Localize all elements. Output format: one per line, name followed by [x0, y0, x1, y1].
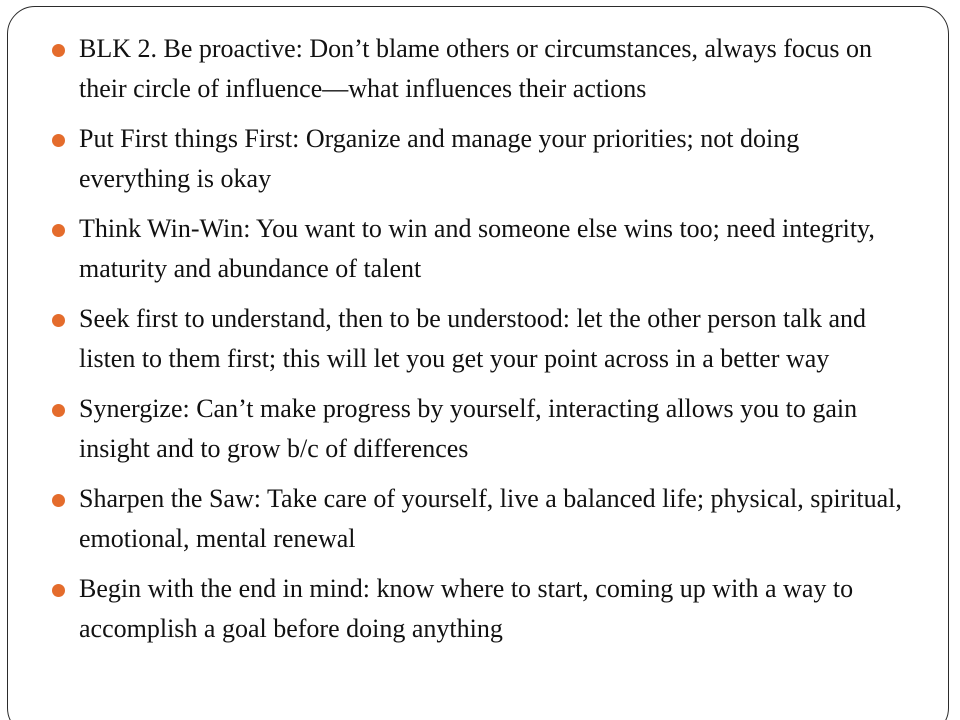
bullet-item: [52, 389, 912, 469]
bullet-dot-icon: [52, 584, 65, 597]
bullet-list: [52, 29, 912, 659]
bullet-dot-icon: [52, 494, 65, 507]
bullet-dot-icon: [52, 224, 65, 237]
bullet-item: [52, 299, 912, 379]
bullet-item: [52, 209, 912, 289]
bullet-text: Synergize: Can’t make progress by yourself, interacting allows you to gain insight and to grow b/c of differences: [79, 394, 858, 463]
bullet-text: Put First things First: Organize and manage your priorities; not doing everything is okay: [79, 124, 800, 193]
bullet-item: [52, 29, 912, 109]
bullet-text: BLK 2. Be proactive: Don’t blame others or circumstances, always focus on their circle of influence—what influences their actions: [79, 34, 873, 103]
bullet-text: Think Win-Win: You want to win and someone else wins too; need integrity, maturity and abundance of talent: [79, 214, 875, 283]
bullet-dot-icon: [52, 314, 65, 327]
bullet-dot-icon: [52, 404, 65, 417]
bullet-text: Begin with the end in mind: know where to start, coming up with a way to accomplish a goal before doing anything: [79, 574, 854, 643]
bullet-dot-icon: [52, 44, 65, 57]
bullet-item: [52, 569, 912, 649]
bullet-item: [52, 479, 912, 559]
bullet-dot-icon: [52, 134, 65, 147]
bullet-item: [52, 119, 912, 199]
bullet-text: Seek first to understand, then to be understood: let the other person talk and listen to them first; this will let you get your point across in a better way: [79, 304, 867, 373]
bullet-text: Sharpen the Saw: Take care of yourself, live a balanced life; physical, spiritual, emotional, mental renewal: [79, 484, 902, 553]
